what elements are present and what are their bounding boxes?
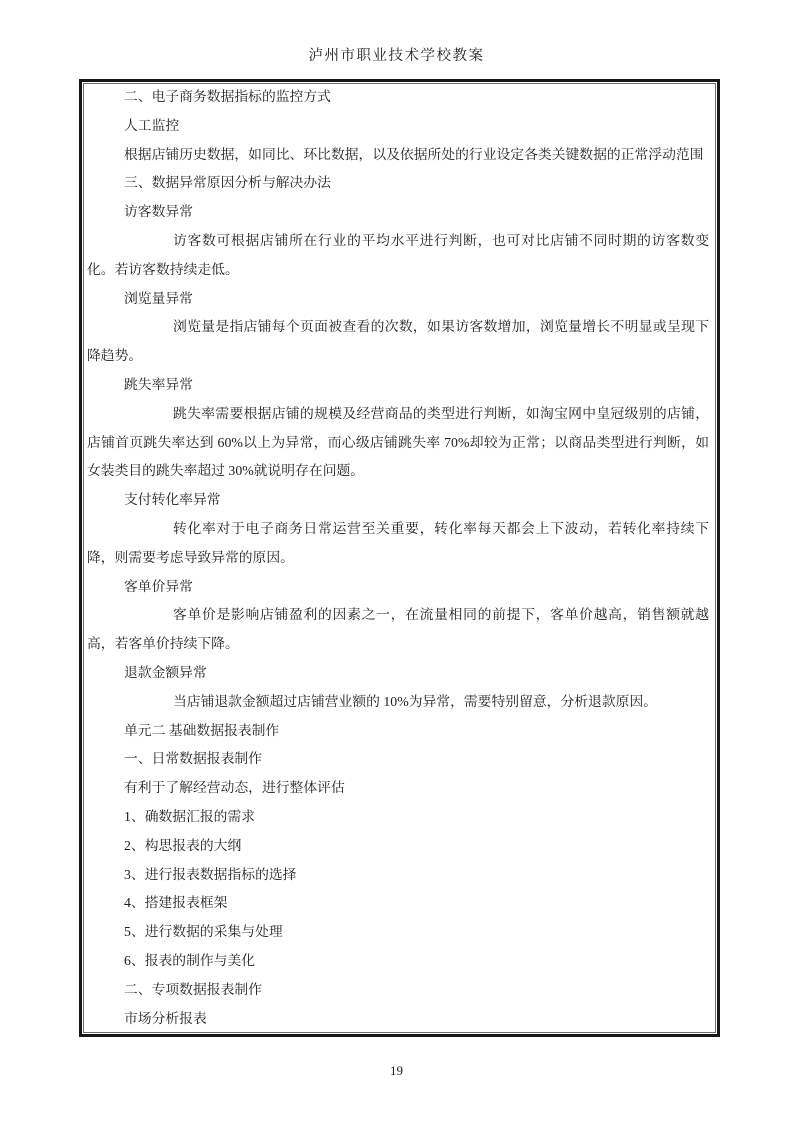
content-area <box>82 82 717 1034</box>
content-line: 二、专项数据报表制作 <box>124 981 262 997</box>
content-line: 5、进行数据的采集与处理 <box>124 924 283 940</box>
content-paragraph: 当店铺退款金额超过店铺营业额的 10%为异常，需要特别留意，分析退款原因。 <box>173 693 658 709</box>
content-paragraph: 访客数可根据店铺所在行业的平均水平进行判断，也可对比店铺不同时期的访客数变化。若访客数持续走低。 <box>87 232 709 277</box>
content-line: 根据店铺历史数据，如同比、环比数据，以及依据所处的行业设定各类关键数据的正常浮动范围 <box>124 146 704 162</box>
content-border-box <box>79 79 720 1037</box>
content-line: 客单价异常 <box>124 578 193 594</box>
content-line: 6、报表的制作与美化 <box>124 952 256 968</box>
content-line: 退款金额异常 <box>124 664 207 680</box>
content-line: 市场分析报表 <box>124 1010 207 1026</box>
content-line: 3、进行报表数据指标的选择 <box>124 866 297 882</box>
content-line: 一、日常数据报表制作 <box>124 751 262 767</box>
content-line: 有利于了解经营动态，进行整体评估 <box>124 780 345 796</box>
content-line: 1、确数据汇报的需求 <box>124 808 256 824</box>
content-line: 三、数据异常原因分析与解决办法 <box>124 175 331 191</box>
content-line: 2、构思报表的大纲 <box>124 837 242 853</box>
content-line: 浏览量异常 <box>124 290 193 306</box>
document-header-title: 泸州市职业技术学校教案 <box>308 48 485 64</box>
content-line: 4、搭建报表框架 <box>124 895 228 911</box>
content-line: 二、电子商务数据指标的监控方式 <box>124 89 331 104</box>
content-paragraph: 转化率对于电子商务日常运营至关重要，转化率每天都会上下波动，若转化率持续下降，则需要考虑导致异常的原因。 <box>87 520 709 565</box>
content-paragraph: 客单价是影响店铺盈利的因素之一，在流量相同的前提下，客单价越高，销售额就越高，若客单价持续下降。 <box>87 607 709 652</box>
content-line: 单元二 基础数据报表制作 <box>124 722 280 738</box>
page-number: 19 <box>390 1063 403 1078</box>
content-paragraph: 浏览量是指店铺每个页面被查看的次数，如果访客数增加，浏览量增长不明显或呈现下降趋势。 <box>87 319 709 364</box>
content-line: 访客数异常 <box>124 204 193 220</box>
content-line: 跳失率异常 <box>124 376 193 392</box>
content-line: 支付转化率异常 <box>124 492 221 508</box>
content-paragraph: 跳失率需要根据店铺的规模及经营商品的类型进行判断，如淘宝网中皇冠级别的店铺，店铺首页跳失率达到 60%以上为异常，而心级店铺跳失率 70%却较为正常；以商品类型进行判断，如女装类目的跳失率超过 30%就说明存在问题。 <box>87 405 709 479</box>
content-line: 人工监控 <box>124 117 180 133</box>
